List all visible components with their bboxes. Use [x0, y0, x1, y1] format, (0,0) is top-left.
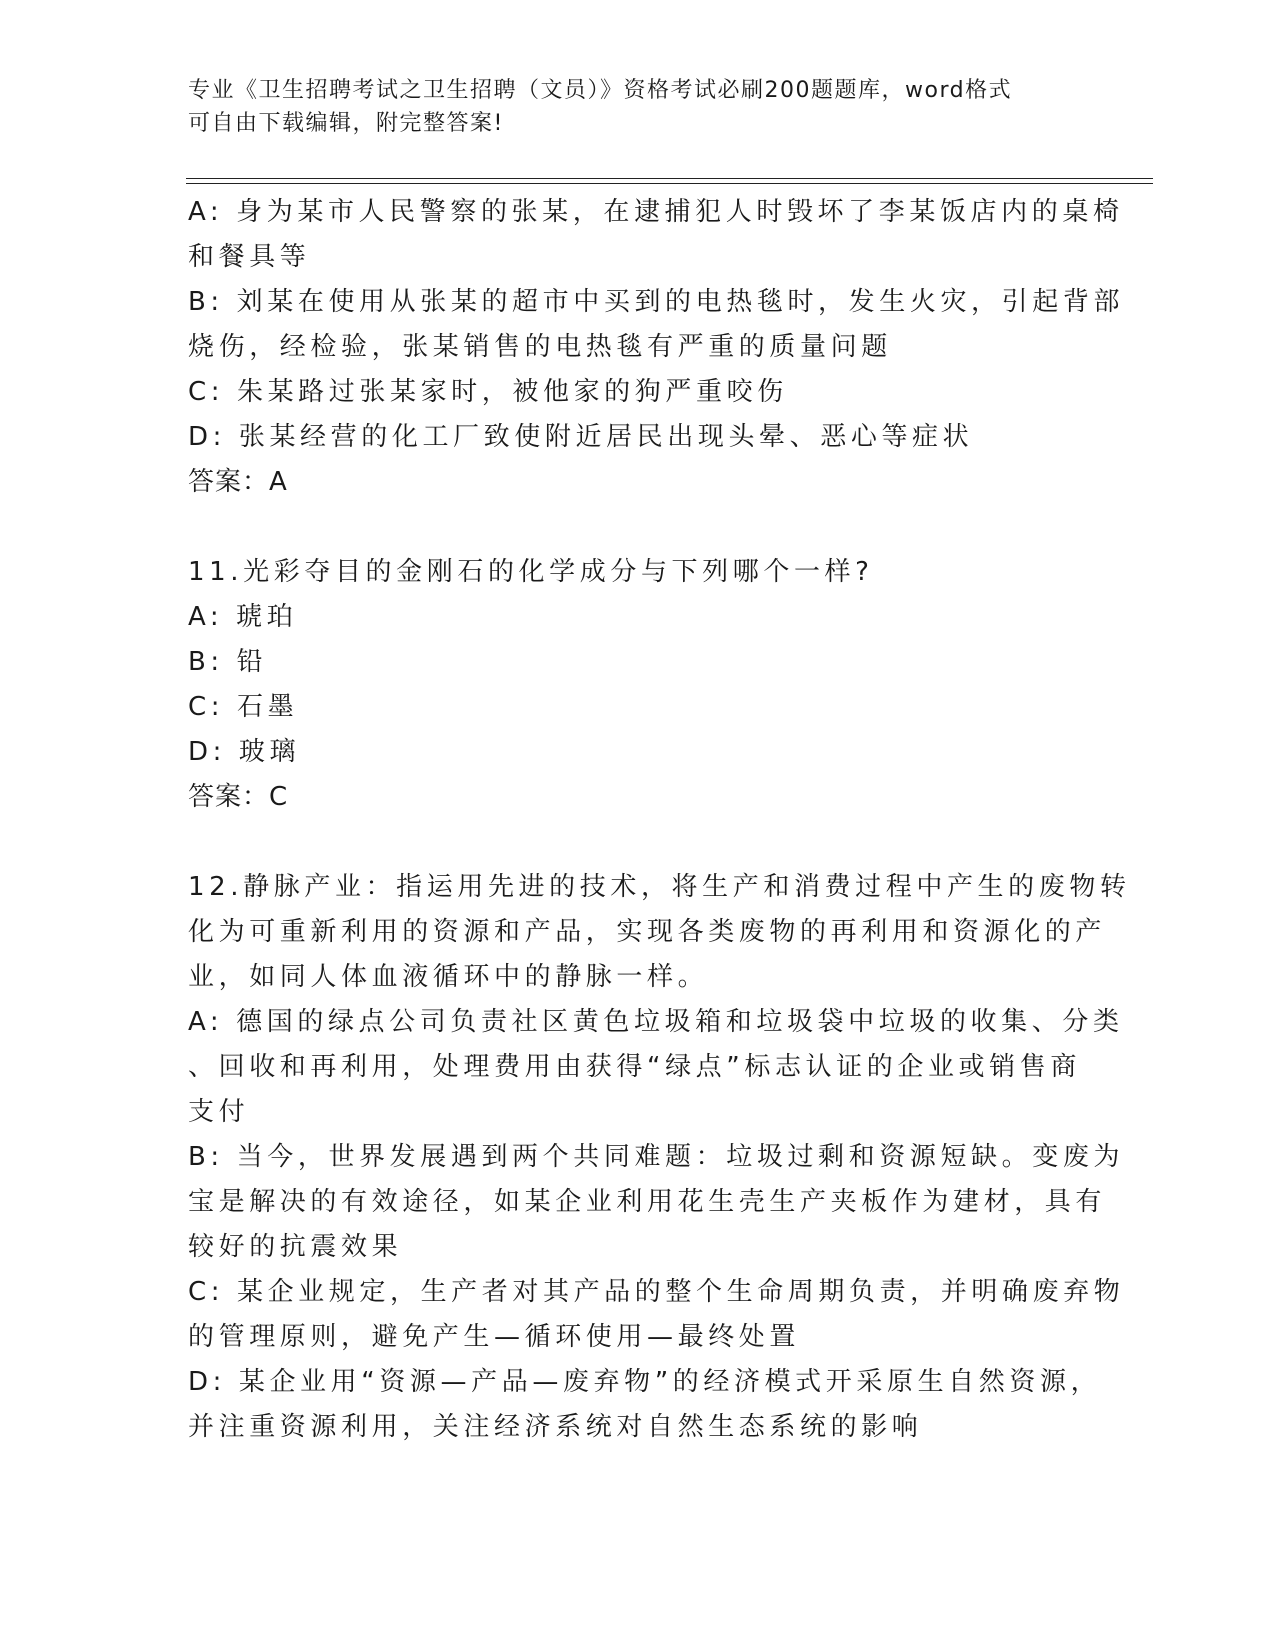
- header-title-line-2: 可自由下载编辑，附完整答案!: [188, 111, 504, 136]
- q10-option-d: D: 张某经营的化工厂致使附近居民出现头晕、恶心等症状: [188, 422, 974, 452]
- q12-option-c-line-2: 的管理原则，避免产生—循环使用—最终处置: [188, 1322, 801, 1352]
- q11-option-d: D: 玻璃: [188, 737, 301, 767]
- q12-option-a-line-3: 支付: [188, 1097, 250, 1127]
- document-body: [188, 190, 1131, 1450]
- q11-option-c: C: 石墨: [188, 692, 299, 722]
- q12-question-line-3: 业，如同人体血液循环中的静脉一样。: [188, 962, 709, 992]
- q12-option-d-line-2: 并注重资源利用，关注经济系统对自然生态系统的影响: [188, 1412, 923, 1442]
- spacer: [188, 505, 1088, 550]
- header-title-line-1: 专业《卫生招聘考试之卫生招聘（文员）》资格考试必刷200题题库，word格式: [188, 78, 1013, 103]
- q12-question-line-1: 12.静脉产业：指运用先进的技术，将生产和消费过程中产生的废物转: [188, 872, 1131, 902]
- q10-option-b-line-1: B: 刘某在使用从张某的超市中买到的电热毯时，发生火灾，引起背部: [188, 287, 1125, 317]
- q12-option-b-line-2: 宝是解决的有效途径，如某企业利用花生壳生产夹板作为建材，具有: [188, 1187, 1107, 1217]
- q11-answer: 答案：C: [188, 782, 289, 812]
- q10-answer: 答案：A: [188, 467, 288, 497]
- header-divider-top: [186, 178, 1153, 179]
- question-11: [188, 550, 1088, 820]
- question-12: [188, 865, 1131, 1450]
- header-divider-bottom: [186, 183, 1153, 184]
- q12-option-d-line-1: D: 某企业用“资源—产品—废弃物”的经济模式开采原生自然资源，: [188, 1367, 1102, 1397]
- spacer: [188, 820, 1088, 865]
- q12-option-b-line-1: B: 当今，世界发展遇到两个共同难题：垃圾过剩和资源短缺。变废为: [188, 1142, 1125, 1172]
- q10-option-a-line-2: 和餐具等: [188, 242, 311, 272]
- q12-option-a-line-2: 、回收和再利用，处理费用由获得“绿点”标志认证的企业或销售商: [188, 1052, 1081, 1082]
- q10-option-b-line-2: 烧伤，经检验，张某销售的电热毯有严重的质量问题: [188, 332, 892, 362]
- q12-question-line-2: 化为可重新利用的资源和产品，实现各类废物的再利用和资源化的产: [188, 917, 1107, 947]
- document-header: [188, 74, 1068, 140]
- q12-option-c-line-1: C: 某企业规定，生产者对其产品的整个生命周期负责，并明确废弃物: [188, 1277, 1125, 1307]
- q11-option-b: B: 铅: [188, 647, 268, 677]
- q10-option-c: C: 朱某路过张某家时，被他家的狗严重咬伤: [188, 377, 788, 407]
- q10-option-a-line-1: A: 身为某市人民警察的张某，在逮捕犯人时毁坏了李某饭店内的桌椅: [188, 197, 1124, 227]
- q11-option-a: A: 琥珀: [188, 602, 298, 632]
- q12-option-a-line-1: A: 德国的绿点公司负责社区黄色垃圾箱和垃圾袋中垃圾的收集、分类: [188, 1007, 1124, 1037]
- q11-question: 11.光彩夺目的金刚石的化学成分与下列哪个一样?: [188, 557, 874, 587]
- question-10-options: [188, 190, 1125, 505]
- q12-option-b-line-3: 较好的抗震效果: [188, 1232, 403, 1262]
